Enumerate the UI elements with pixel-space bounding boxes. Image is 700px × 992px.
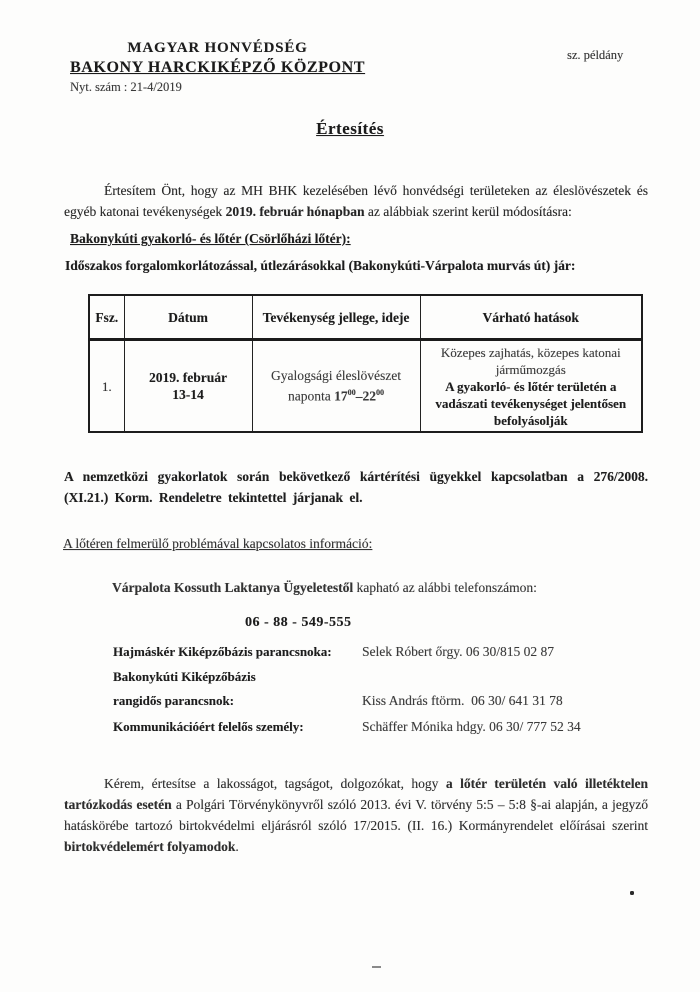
compensation-paragraph: A nemzetközi gyakorlatok során bekövetkező kártérítési ügyekkel kapcsolatban a 276/2008. (XI.21.) Korm. Rendeletre tekintettel járjanak el. [64, 469, 648, 505]
contact-label: Kommunikációért felelős személy: [113, 719, 304, 734]
document-title: Értesítés [316, 119, 384, 138]
contact-row [113, 719, 658, 739]
table-row [89, 340, 642, 433]
contact-value: Kiss András ftörm. 06 30/ 641 31 78 [362, 693, 563, 708]
contact-label: Bakonykúti Kiképzőbázis [113, 669, 256, 684]
table-header-row [89, 295, 642, 340]
copy-number-label: sz. példány [567, 48, 624, 62]
cell-activity: Gyalogsági éleslövészet naponta $17^{00}-22^{00}$ [252, 340, 420, 433]
contact-row [113, 693, 658, 713]
contact-label: rangidős parancsnok: [113, 693, 234, 708]
cell-date: 2019. február 13-14 [124, 340, 252, 433]
registry-number: Nyt. szám : 21-4/2019 [70, 80, 182, 94]
intro-paragraph: Értesítem Önt, hogy az MH BHK kezelésében lévő honvédségi területeken az éleslövészetek és egyéb katonai tevékenységek 2019. február hónapban az alábbiak szerint kerül módosításra: [64, 183, 648, 219]
contact-value: Selek Róbert őrgy. 06 30/815 02 87 [362, 644, 554, 659]
schedule-table [88, 294, 643, 433]
duty-officer-line: Várpalota Kossuth Laktanya Ügyeletestől kapható az alábbi telefonszámon: [112, 580, 537, 595]
contact-value: Schäffer Mónika hdgy. 06 30/ 777 52 34 [362, 719, 581, 734]
scan-speck [372, 966, 381, 968]
contact-row [113, 669, 658, 689]
contact-label: Hajmáskér Kiképzőbázis parancsnoka: [113, 644, 332, 659]
contact-row [113, 644, 658, 664]
range-section-heading: Bakonykúti gyakorló- és lőtér (Csörlőházi lőtér): [70, 231, 351, 246]
closing-paragraph: Kérem, értesítse a lakosságot, tagságot, dolgozókat, hogy a lőtér területén való illetéktelen tartózkodás esetén a Polgári Törvénykönyvről szóló 2013. évi V. törvény 5:5 – 5:8 §-ai alapján, a jegyző hatáskörébe tartozó birtokvédelmi eljárásról szóló 17/2015. (II. 16.) Kormányrendelet előírásai szerint birtokvédelemért folyamodok. [64, 776, 648, 854]
col-header-number: Fsz. [89, 295, 124, 340]
col-header-date: Dátum [124, 295, 252, 340]
org-name-line1: MAGYAR HONVÉDSÉG [127, 40, 308, 56]
letterhead [70, 40, 365, 95]
info-heading: A lőtéren felmerülő problémával kapcsolatos információ: [63, 536, 373, 551]
traffic-restriction-note: Időszakos forgalomkorlátozással, útlezárásokkal (Bakonykúti-Várpalota murvás út) jár: [65, 258, 576, 273]
org-name-line2: BAKONY HARCKIKÉPZŐ KÖZPONT [70, 59, 366, 76]
cell-effects: Közepes zajhatás, közepes katonai járműmozgás A gyakorló- és lőtér területén a vadászati tevékenységet jelentősen befolyásolják [420, 340, 642, 433]
phone-number: 06 - 88 - 549-555 [245, 615, 352, 630]
col-header-activity: Tevékenység jellege, ideje [252, 295, 420, 340]
col-header-effects: Várható hatások [420, 295, 642, 340]
scan-speck [630, 891, 634, 895]
cell-row-number: 1. [89, 340, 124, 433]
